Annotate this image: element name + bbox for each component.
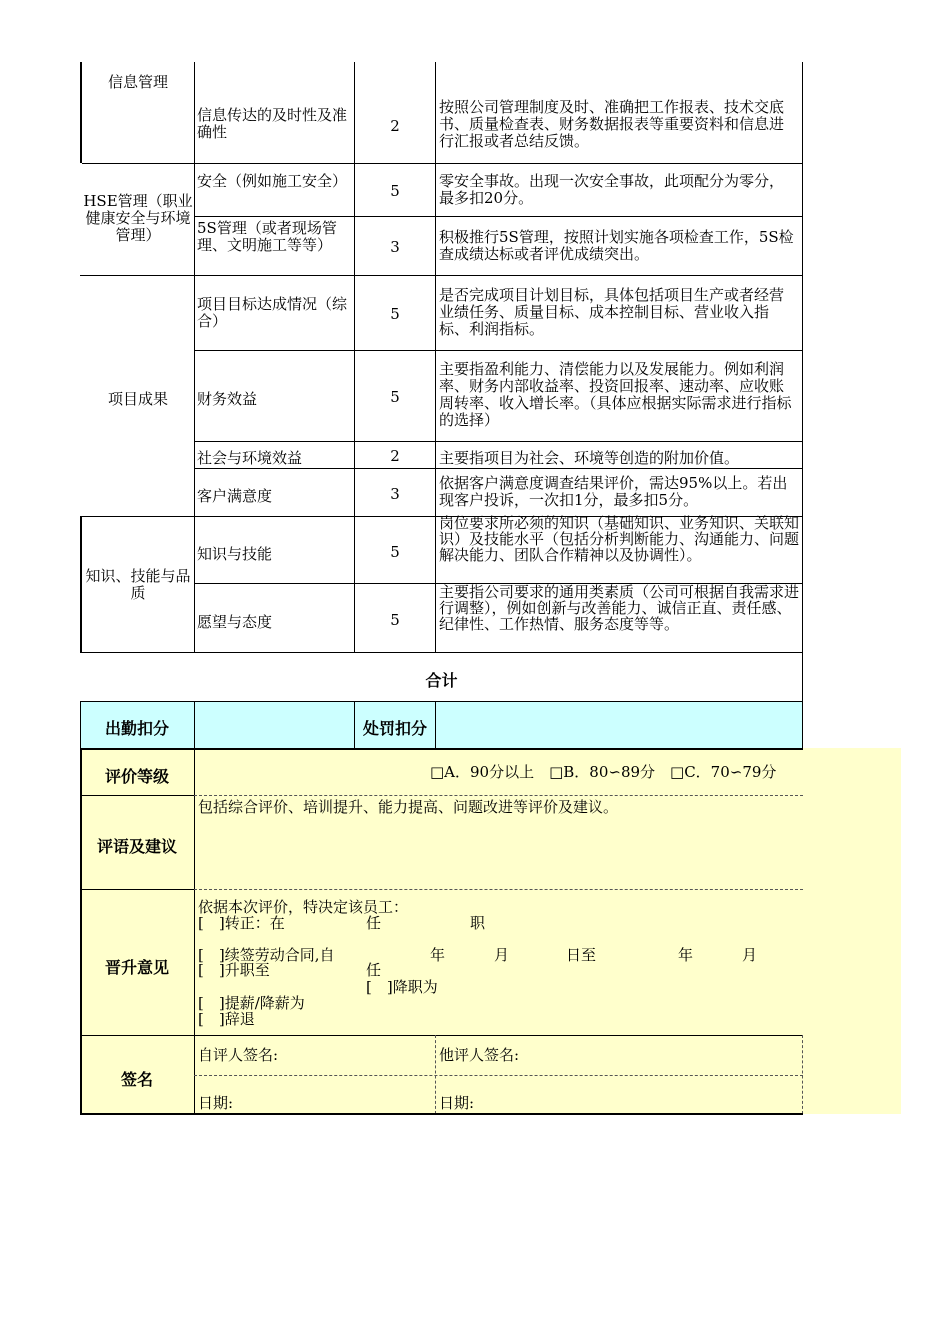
- hse-score-5s: 3: [390, 238, 400, 256]
- other-sign-field[interactable]: 他评人签名:: [439, 1046, 520, 1064]
- proj-item-social: 社会与环境效益: [197, 449, 303, 467]
- promotion-renew-day-to: 日至: [566, 946, 597, 964]
- penalty-deduction-value[interactable]: [436, 702, 802, 747]
- promotion-raise-appoint: 任: [366, 961, 382, 979]
- self-sign-field[interactable]: 自评人签名:: [198, 1046, 279, 1064]
- skill-category: 知识、技能与品质: [85, 567, 191, 602]
- info-item: 信息传达的及时性及准确性: [197, 106, 348, 141]
- proj-score-finance: 5: [390, 388, 400, 406]
- proj-score-social: 2: [390, 447, 400, 465]
- promotion-renew-month2: 月: [742, 946, 758, 964]
- proj-desc-social: 主要指项目为社会、环境等创造的附加价值。: [439, 449, 740, 467]
- promotion-dismiss[interactable]: [ ]辞退: [198, 1010, 255, 1028]
- proj-category: 项目成果: [107, 390, 168, 408]
- promotion-renew-year1: 年: [430, 946, 446, 964]
- promotion-label: 晋升意见: [104, 958, 169, 977]
- other-sign-date[interactable]: 日期:: [439, 1094, 475, 1112]
- promotion-regularize-job: 职: [470, 914, 486, 932]
- promotion-intro: 依据本次评价，特决定该员工：: [198, 898, 409, 916]
- penalty-deduction-label: 处罚扣分: [362, 719, 427, 738]
- promotion-renew-year2: 年: [678, 946, 694, 964]
- info-category: 信息管理: [107, 73, 168, 91]
- total-label: 合计: [425, 671, 458, 690]
- skill-score-knowledge: 5: [390, 543, 400, 561]
- grade-options[interactable]: □A．90分以上 □B．80∽89分 □C．70∽79分: [430, 763, 777, 781]
- promotion-regularize[interactable]: [ ]转正：在: [198, 914, 285, 932]
- skill-item-attitude: 愿望与态度: [197, 613, 273, 631]
- promotion-raise-position[interactable]: [ ]升职至: [198, 961, 270, 979]
- attendance-deduction-value[interactable]: [195, 702, 354, 747]
- skill-desc-attitude: 主要指公司要求的通用类素质（公司可根据自我需求进行调整），例如创新与改善能力、诚信正直、责任感、纪律性、工作热情、服务态度等等。: [439, 584, 800, 633]
- proj-score-goal: 5: [390, 305, 400, 323]
- hse-category: HSE管理（职业健康安全与环境管理）: [83, 192, 193, 244]
- hse-item-5s: 5S管理（或者现场管理、文明施工等等）: [197, 219, 337, 254]
- promotion-renew-month1: 月: [494, 946, 510, 964]
- sign-label: 签名: [120, 1070, 153, 1089]
- hse-desc-safety: 零安全事故。出现一次安全事故，此项配分为零分，最多扣20分。: [439, 172, 785, 207]
- promotion-regularize-position: 任: [366, 914, 382, 932]
- comment-hint[interactable]: 包括综合评价、培训提升、能力提高、问题改进等评价及建议。: [198, 798, 619, 816]
- comment-label: 评语及建议: [96, 837, 177, 856]
- info-desc: 按照公司管理制度及时、准确把工作报表、技术交底书、质量检查表、财务数据报表等重要资料和信息进行汇报或者总结反馈。: [439, 98, 785, 150]
- proj-desc-goal: 是否完成项目计划目标，具体包括项目生产或者经营业绩任务、质量目标、成本控制目标、营业收入指标、利润指标。: [439, 286, 785, 338]
- hse-item-safety: 安全（例如施工安全）: [197, 172, 348, 190]
- skill-score-attitude: 5: [390, 611, 400, 629]
- promotion-renew-contract[interactable]: [ ]续签劳动合同,自: [198, 946, 335, 964]
- proj-desc-customer: 依据客户满意度调查结果评价，需达95%以上。若出现客户投诉，一次扣1分，最多扣5分。: [439, 474, 788, 509]
- self-sign-date[interactable]: 日期:: [198, 1094, 234, 1112]
- proj-score-customer: 3: [390, 485, 400, 503]
- skill-desc-knowledge: 岗位要求所必须的知识（基础知识、业务知识、关联知识）及技能水平（包括分析判断能力、沟通能力、问题解决能力、团队合作精神以及协调性）。: [439, 515, 800, 564]
- proj-item-customer: 客户满意度: [197, 487, 273, 505]
- proj-item-finance: 财务效益: [197, 390, 258, 408]
- attendance-deduction-label: 出勤扣分: [104, 719, 169, 738]
- skill-item-knowledge: 知识与技能: [197, 545, 273, 563]
- info-score: 2: [390, 117, 400, 135]
- grade-label: 评价等级: [104, 767, 169, 786]
- proj-desc-finance: 主要指盈利能力、清偿能力以及发展能力。例如利润率、财务内部收益率、投资回报率、速动率、应收账周转率、收入增长率。（具体应根据实际需求进行指标的选择）: [439, 360, 792, 429]
- hse-desc-5s: 积极推行5S管理，按照计划实施各项检查工作，5S检查成绩达标或者评优成绩突出。: [439, 228, 794, 263]
- promotion-demote[interactable]: [ ]降职为: [366, 978, 438, 996]
- promotion-salary-change[interactable]: [ ]提薪/降薪为: [198, 994, 305, 1012]
- proj-item-goal: 项目目标达成情况（综合）: [197, 295, 348, 330]
- hse-score-safety: 5: [390, 182, 400, 200]
